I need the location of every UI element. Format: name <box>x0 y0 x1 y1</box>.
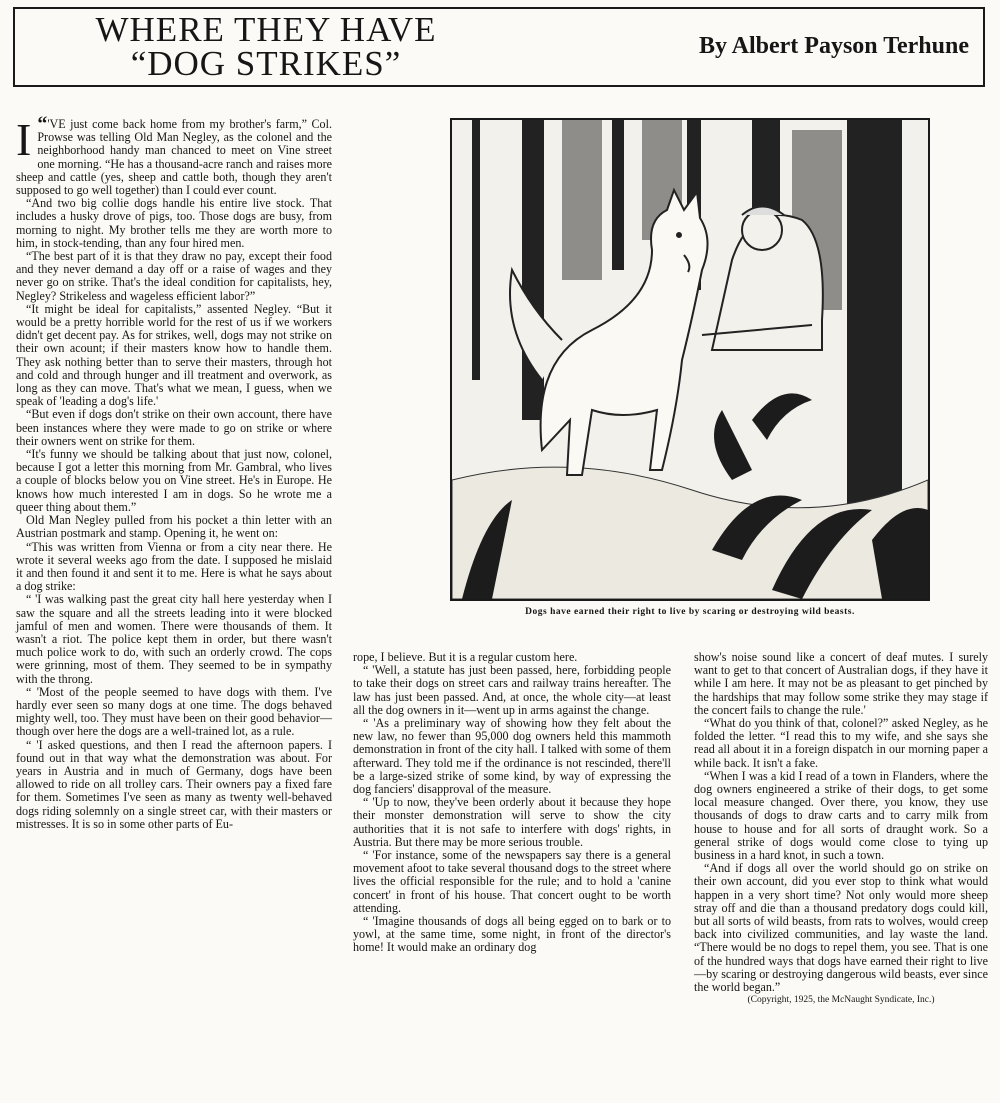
paragraph: “It might be ideal for capitalists,” assented Negley. “But it would be a pretty horrible world for the rest of us if we workers didn't get decent pay. As for strikes, well, dogs may not strike on their own acount; if their masters know how to handle them. They ask nothing better than to serve their masters, through hot and cold and through hunger and ill treatment and overwork, as long as they can move. That's what we mean, I guess, when we speak of 'leading a dog's life.' <box>16 301 332 409</box>
headline-line-2: “DOG STRIKES” <box>130 44 402 83</box>
paragraph: “ 'Up to now, they've been orderly about it because they hope their monster demonstration will serve to show the city authorities that it is not safe to interfere with dogs' rights, in Austria. But there may be more serious trouble. <box>353 795 671 849</box>
article-column-1 <box>16 113 332 831</box>
paragraph: “ 'Well, a statute has just been passed, here, forbidding people to take their dogs on street cars and railway trains hereafter. The law has just been passed. And, at once, the whole city—at least all the dog owners in it—went up in arms against the change. <box>353 663 671 717</box>
article-column-2 <box>353 651 671 955</box>
article-column-3 <box>694 651 988 1007</box>
paragraph: “What do you think of that, colonel?” asked Negley, as he folded the letter. “I read this to my wife, and she says she read all about it in a foreign dispatch in our morning paper a while back. It isn't a fake. <box>694 716 988 770</box>
dog-and-man-in-forest-illustration <box>450 118 930 601</box>
copyright-notice: (Copyright, 1925, the McNaught Syndicate, Inc.) <box>747 995 935 1006</box>
masthead <box>13 7 985 87</box>
paragraph: “ 'I asked questions, and then I read the afternoon papers. I found out in that way what the demonstration was about. For years in Austria and in much of Germany, dogs have been allowed to ride on all trolley cars. Their owners pay a fixed fare for them. Sometimes I've seen as many as twenty well-behaved dogs riding solemnly on a single street car, with their masters or mistresses. It is so in some other parts of Eu- <box>16 737 332 831</box>
illustration-drawing <box>452 120 928 599</box>
illustration-caption: Dogs have earned their right to live by scaring or destroying wild beasts. <box>525 607 855 617</box>
paragraph: “ 'For instance, some of the newspapers say there is a general movement afoot to take several thousand dogs to the street where lives the official responsible for the rule; and to hold a 'canine concert' in front of his house. That concert ought to be worth attending. <box>353 848 671 915</box>
opening-quote: “ <box>37 113 46 135</box>
paragraph: “When I was a kid I read of a town in Flanders, where the dog owners engineered a strike of their dogs, to get some local measure changed. Over there, you know, they use thousands of dogs to draw carts and to carry milk from house to house and for all sorts of draught work. So a general strike of dogs would come close to tying up business in a hard knot, in such a town. <box>694 768 988 863</box>
paragraph: rope, I believe. But it is a regular custom here. <box>353 650 578 664</box>
lead-text: 'VE just come back home from my brother's farm,” Col. Prowse was telling Old Man Negley, as the colonel and the neighborhood handy man chanced to meet on Vine street one morning. “He has a thousand-acre ranch and raises more sheep and cattle (yes, sheep and cattle both, though they aren't supposed to go well together) than I could ever count. <box>16 117 332 198</box>
paragraph: “But even if dogs don't strike on their own account, there have been instances where they were made to go on strike or where their owners went on strike for them. <box>16 407 332 448</box>
lead-paragraph <box>16 113 332 198</box>
byline: By Albert Payson Terhune <box>698 33 969 59</box>
paragraph: “ 'Most of the people seemed to have dogs with them. I've hardly ever seen so many dogs at one time. The dogs behaved mighty well, too. They must have been on their good behavior—though over here the dogs are a well-trained lot, as a rule. <box>16 684 332 739</box>
paragraph: show's noise sound like a concert of deaf mutes. I surely want to get to that concert of Australian dogs, if they have it while I am here. It may not be as pleasant to get pinched by the hardships that may follow some strike they may stage if the concert fails to change the rule.' <box>694 650 988 717</box>
paragraph: “ 'I was walking past the great city hall here yesterday when I saw the square and all the streets leading into it were blocked jamful of men and women. There were thousands of them. It wasn't a riot. The police kept them in order, but there wasn't much police work to do, with such an orderly crowd. The cops were grinning, most of them. They seemed to be in sympathy with the throng. <box>16 592 332 686</box>
drop-cap: I <box>16 114 32 165</box>
headline <box>31 10 501 83</box>
paragraph: Old Man Negley pulled from his pocket a thin letter with an Austrian postmark and stamp. Opening it, he went on: <box>16 513 332 541</box>
paragraph: “The best part of it is that they draw no pay, except their food and they never demand a day off or a raise of wages and they never go on strike. That's the ideal condition for capitalists, hey, Negley? Strikeless and wageless efficient labor?” <box>16 249 332 303</box>
paragraph: “ 'As a preliminary way of showing how they felt about the new law, no fewer than 95,000 dog owners held this mammoth demonstration in front of the city hall. I talked with some of them afterward. They told me if the ordinance is not rescinded, there'll be a large-sized strike of some kind, by way of expressing the dog fanciers' disapproval of the measure. <box>353 716 671 797</box>
paragraph: “It's funny we should be talking about that just now, colonel, because I got a letter this morning from Mr. Gambral, who lives a couple of blocks below you on Vine street. He's in Europe. He knows how much interested I am in dogs. So he wrote me a queer thing about them.” <box>16 447 332 514</box>
paragraph: “And if dogs all over the world should go on strike on their own account, did you ever stop to think what would happen in a very short time? Not only would more sheep stray off and die than a thousand predatory dogs could kill, but all sorts of wild beasts, from rats to wolves, would creep back into civilized communities, and lay waste the land. “There would be no dogs to repel them, you see. That is one of the hundred ways that dogs have earned their right to live—by scaring or destroying dangerous wild beasts, ever since the world began.” <box>694 861 988 995</box>
paragraph: “And two big collie dogs handle his entire live stock. That includes a husky drove of pigs, too. Those dogs are busy, from morning to night. My brother tells me they are worth more to him, in stock-tending, than any four hired men. <box>16 196 332 250</box>
paragraph: “ 'Imagine thousands of dogs all being egged on to bark or to yowl, at the same time, some night, in front of the director's home! It would make an ordinary dog <box>353 914 671 955</box>
headline-line-1: WHERE THEY HAVE <box>95 10 437 49</box>
paragraph: “This was written from Vienna or from a city near there. He wrote it several weeks ago from the date. I supposed he mislaid it and then found it and sent it to me. Here is what he says about a dog strike: <box>16 539 332 594</box>
